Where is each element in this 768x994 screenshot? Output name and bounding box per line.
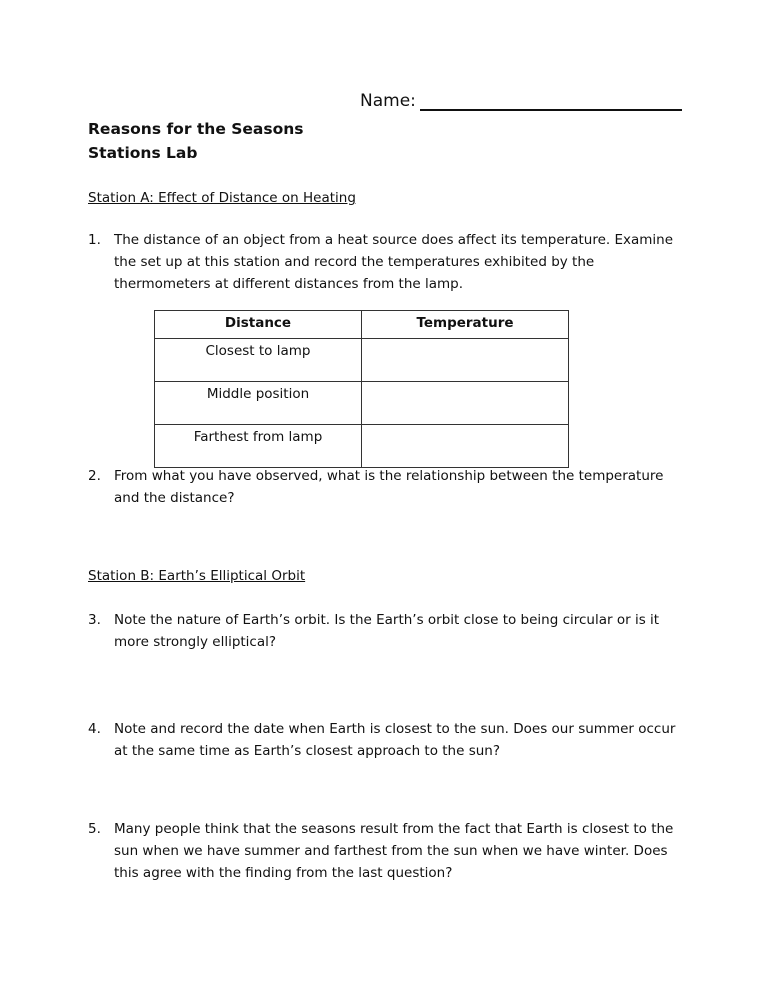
distance-cell: Middle position	[155, 382, 362, 425]
question-2	[88, 465, 678, 509]
question-2-number: 2.	[88, 468, 101, 484]
question-3-number: 3.	[88, 612, 101, 628]
question-3	[88, 609, 678, 653]
worksheet-title: Reasons for the Seasons	[88, 120, 304, 138]
temperature-cell[interactable]	[362, 339, 569, 382]
question-1-text: The distance of an object from a heat source does affect its temperature. Examine the set up at this station and record the temperatures exhibited by the thermometers at different distances from the lamp.	[114, 232, 674, 292]
distance-cell: Closest to lamp	[155, 339, 362, 382]
question-3-text: Note the nature of Earth’s orbit. Is the Earth’s orbit close to being circular or is it more strongly elliptical?	[114, 612, 660, 650]
table-row	[155, 425, 569, 468]
name-label: Name:	[360, 91, 416, 111]
station-a-heading: Station A: Effect of Distance on Heating	[88, 190, 356, 206]
temperature-cell[interactable]	[362, 425, 569, 468]
column-header-temperature: Temperature	[362, 311, 569, 339]
station-b-heading: Station B: Earth’s Elliptical Orbit	[88, 568, 306, 584]
column-header-distance: Distance	[155, 311, 362, 339]
question-5-text: Many people think that the seasons result from the fact that Earth is closest to the sun when we have summer and farthest from the sun when we have winter. Does this agree with the finding from the last question?	[114, 821, 674, 881]
question-4	[88, 718, 678, 762]
table-row	[155, 339, 569, 382]
question-4-text: Note and record the date when Earth is closest to the sun. Does our summer occur at the same time as Earth’s closest approach to the sun?	[114, 721, 676, 759]
question-1	[88, 229, 678, 295]
table-header-row	[155, 311, 569, 339]
worksheet-subtitle: Stations Lab	[88, 144, 198, 162]
table-row	[155, 382, 569, 425]
question-5	[88, 818, 678, 884]
question-2-text: From what you have observed, what is the relationship between the temperature and the distance?	[114, 468, 664, 506]
question-5-number: 5.	[88, 821, 101, 837]
question-1-number: 1.	[88, 232, 101, 248]
temperature-table	[154, 310, 569, 468]
name-field[interactable]	[360, 90, 682, 111]
temperature-cell[interactable]	[362, 382, 569, 425]
name-blank-line[interactable]	[420, 90, 682, 111]
distance-cell: Farthest from lamp	[155, 425, 362, 468]
question-4-number: 4.	[88, 721, 101, 737]
